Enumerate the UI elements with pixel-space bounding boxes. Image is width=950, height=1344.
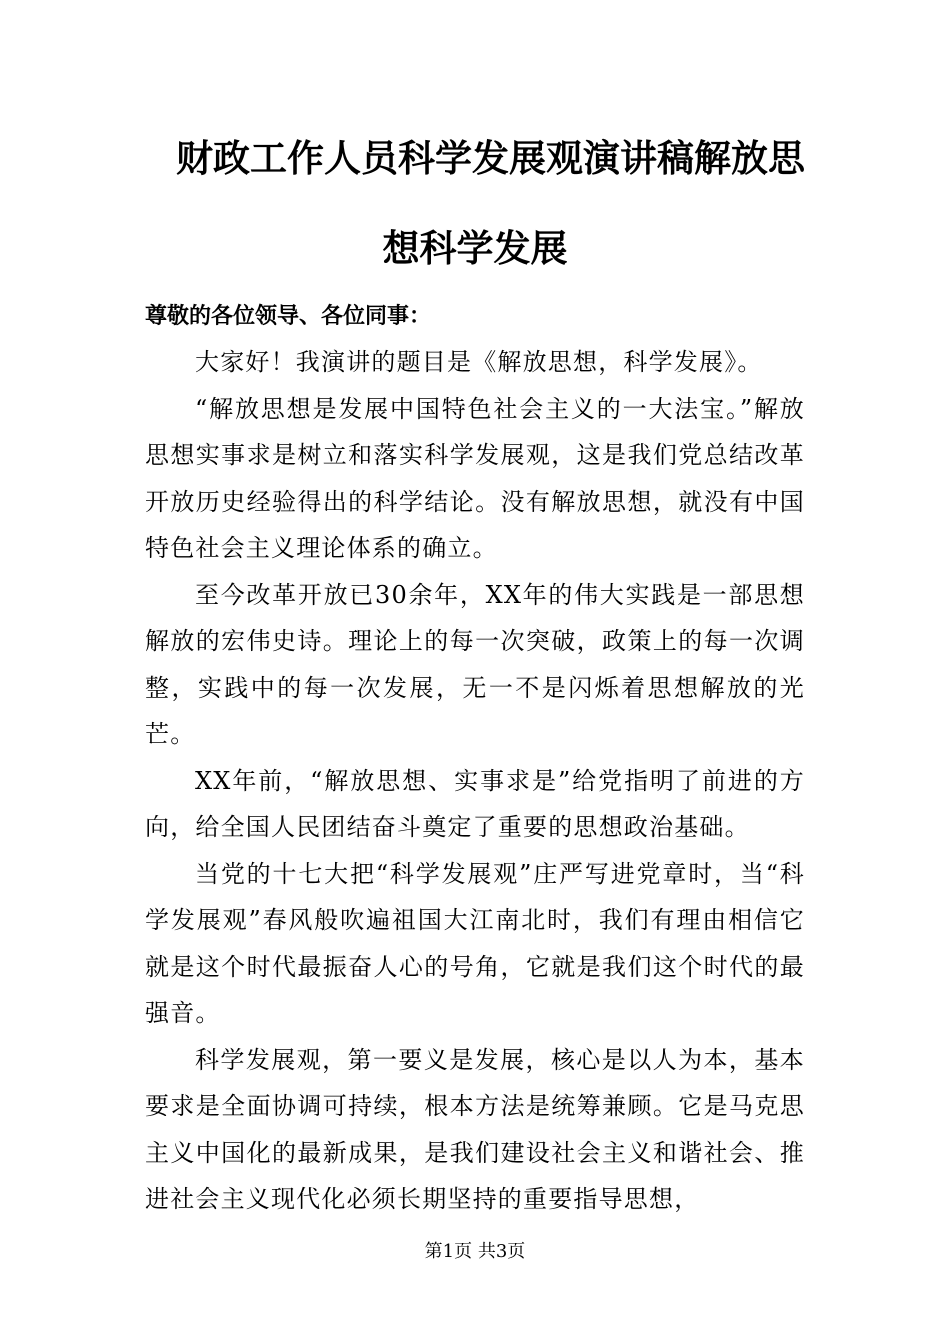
paragraph: 科学发展观，第一要义是发展，核心是以人为本，基本要求是全面协调可持续，根本方法是统筹兼顾。它是马克思主义中国化的最新成果，是我们建设社会主义和谐社会、推进社会主义现代化必须长期坚持的重要指导思想， [145,1045,805,1213]
paragraph: XX年前，“解放思想、实事求是”给党指明了前进的方向，给全国人民团结奋斗奠定了重要的思想政治基础。 [145,766,805,841]
document-body [145,339,805,1223]
paragraph: 至今改革开放已30余年，XX年的伟大实践是一部思想解放的宏伟史诗。理论上的每一次突破，政策上的每一次调整，实践中的每一次发展，无一不是闪烁着思想解放的光芒。 [145,580,805,748]
paragraph: 大家好！我演讲的题目是《解放思想，科学发展》。 [195,348,763,376]
paragraph: 当党的十七大把“科学发展观”庄严写进党章时，当“科学发展观”春风般吹遍祖国大江南北时，我们有理由相信它就是这个时代最振奋人心的号角，它就是我们这个时代的最强音。 [145,859,805,1027]
paragraph: “解放思想是发展中国特色社会主义的一大法宝。”解放思想实事求是树立和落实科学发展观，这是我们党总结改革开放历史经验得出的科学结论。没有解放思想，就没有中国特色社会主义理论体系的确立。 [145,394,805,562]
salutation: 尊敬的各位领导、各位同事： [145,303,432,329]
document-title-line-2: 想科学发展 [382,226,568,270]
page-number-footer: 第1页 共3页 [424,1241,526,1262]
document-title-line-1: 财政工作人员科学发展观演讲稿解放思 [176,136,805,180]
